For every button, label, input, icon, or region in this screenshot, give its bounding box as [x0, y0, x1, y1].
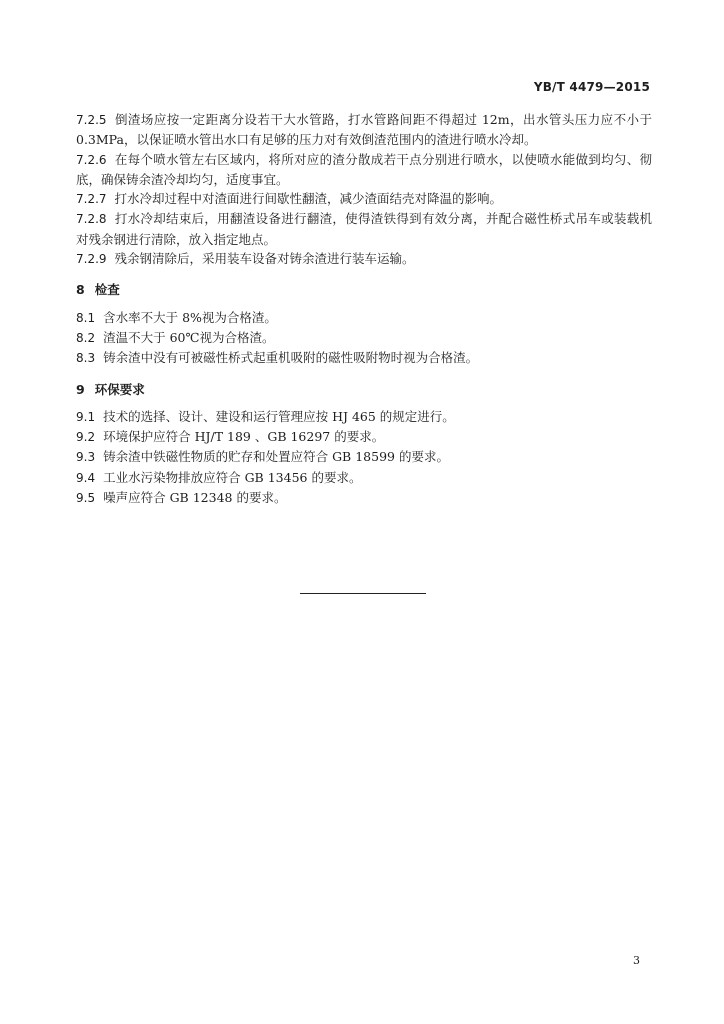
clause-text: 在每个喷水管左右区域内，将所对应的渣分散成若干点分别进行喷水，以使喷水能做到均匀、彻底，确保铸余渣冷却均匀，适度事宜。: [76, 151, 652, 187]
clause-number: 9.1: [76, 409, 96, 424]
clause-9-3: [76, 447, 652, 467]
page-number: 3: [633, 954, 640, 967]
clause-text: 渣温不大于 60℃视为合格渣。: [103, 329, 275, 345]
section-title: 检查: [94, 282, 120, 298]
section-number: 8: [76, 282, 85, 298]
clause-number: 7.2.7: [76, 192, 107, 207]
document-body: [76, 110, 652, 508]
clause-text: 铸余渣中铁磁性物质的贮存和处置应符合 GB 18599 的要求。: [103, 449, 449, 465]
end-of-document-rule: [300, 593, 426, 594]
clause-number: 9.3: [76, 450, 96, 465]
clause-8-2: [76, 328, 652, 348]
clause-8-3: [76, 348, 652, 368]
clause-text: 打水冷却结束后，用翻渣设备进行翻渣，使得渣铁得到有效分离，并配合磁性桥式吊车或装载机对残余钢进行清除，放入指定地点。: [76, 211, 652, 247]
clause-number: 7.2.5: [76, 113, 107, 127]
clause-number: 7.2.8: [76, 212, 107, 227]
clause-text: 倒渣场应按一定距离分设若干大水管路，打水管路间距不得超过 12m，出水管头压力应不小于 0.3MPa，以保证喷水管出水口有足够的压力对有效倒渣范围内的渣进行喷水冷却。: [76, 112, 652, 148]
clause-text: 铸余渣中没有可被磁性桥式起重机吸附的磁性吸附物时视为合格渣。: [103, 350, 479, 366]
clause-text: 工业水污染物排放应符合 GB 13456 的要求。: [103, 469, 362, 485]
clause-number: 8.2: [76, 330, 96, 345]
section-9-items: [76, 407, 652, 508]
clause-number: 8.1: [76, 310, 96, 325]
clause-text: 打水冷却过程中对渣面进行间歇性翻渣，减少渣面结壳对降温的影响。: [114, 191, 503, 207]
clause-7-2-8: [76, 209, 652, 249]
clause-number: 7.2.6: [76, 152, 107, 167]
section-8-items: [76, 308, 652, 369]
clause-number: 7.2.9: [76, 252, 107, 267]
section-7-items: [76, 110, 652, 269]
section-8-heading: [76, 280, 652, 299]
clause-7-2-6: [76, 150, 652, 190]
clause-text: 技术的选择、设计、建设和运行管理应按 HJ 465 的规定进行。: [103, 408, 455, 424]
section-title: 环保要求: [94, 381, 145, 397]
section-number: 9: [76, 381, 85, 397]
clause-9-5: [76, 488, 652, 508]
clause-7-2-7: [76, 189, 652, 209]
section-9-heading: [76, 380, 652, 399]
clause-text: 残余钢清除后，采用装车设备对铸余渣进行装车运输。: [114, 251, 415, 267]
clause-number: 9.2: [76, 430, 96, 445]
clause-9-1: [76, 407, 652, 427]
clause-number: 9.4: [76, 470, 96, 485]
clause-8-1: [76, 308, 652, 328]
clause-7-2-5: [76, 110, 652, 150]
clause-number: 8.3: [76, 351, 96, 366]
clause-number: 9.5: [76, 491, 96, 506]
standard-code: YB/T 4479—2015: [533, 80, 650, 94]
clause-text: 含水率不大于 8%视为合格渣。: [103, 309, 277, 325]
clause-7-2-9: [76, 249, 652, 269]
clause-text: 噪声应符合 GB 12348 的要求。: [103, 490, 287, 506]
clause-9-4: [76, 468, 652, 488]
clause-text: 环境保护应符合 HJ/T 189 、GB 16297 的要求。: [103, 429, 385, 445]
clause-9-2: [76, 427, 652, 447]
